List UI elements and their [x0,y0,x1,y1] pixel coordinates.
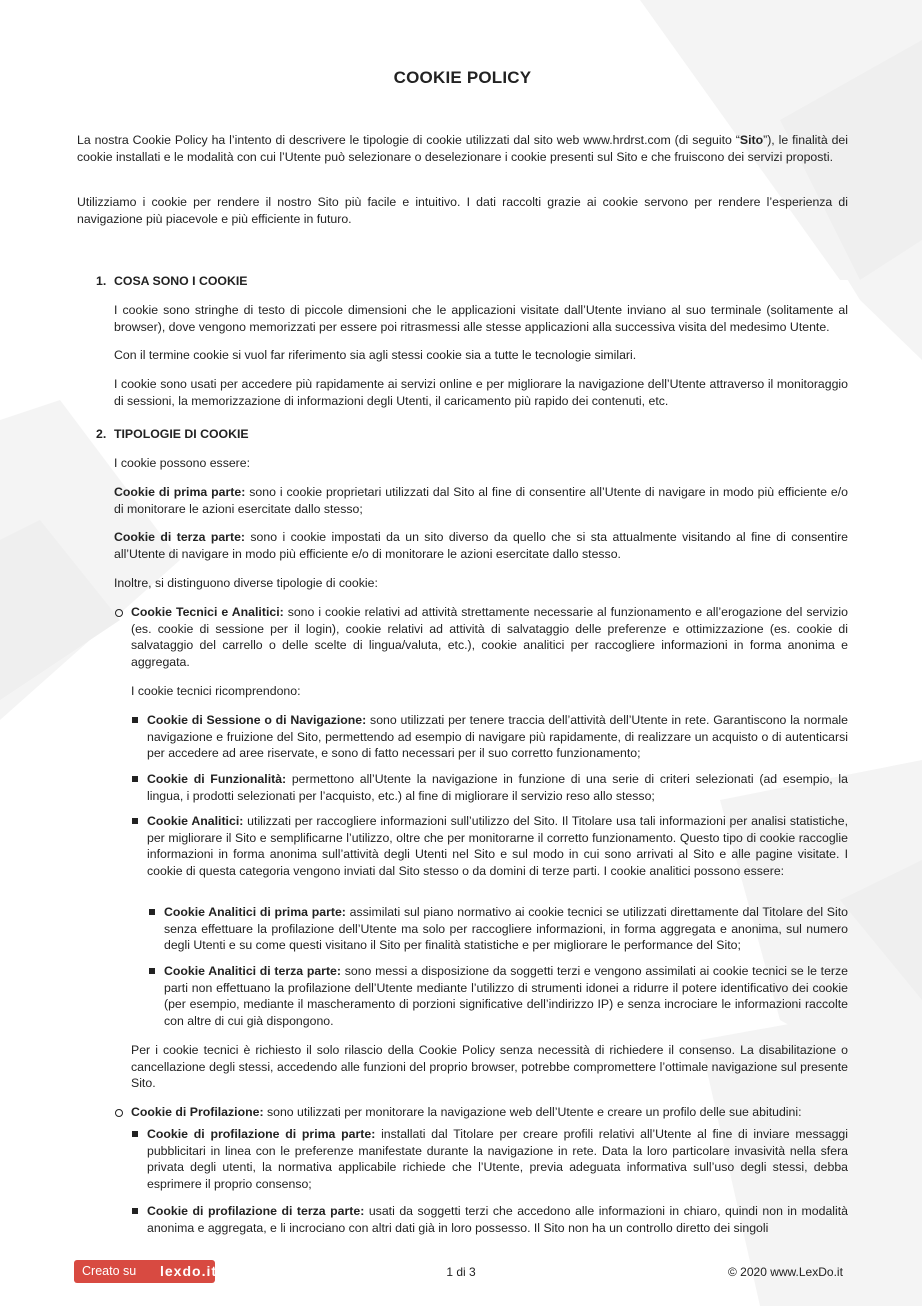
bullet-square-icon [132,776,138,782]
bullet-square-icon [132,1131,138,1137]
badge-prefix: Creato su [82,1264,137,1278]
section1-paragraph-2: Con il termine cookie si vuol far riferimento sia agli stessi cookie sia a tutte le tecnologie similari. [114,348,637,362]
third-party-analytic-cookies: Cookie Analitici di terza parte: sono messi a disposizione da soggetti terzi e vengono assimilati ai cookie tecnici se le terze parti non effettuano la profilazione dell’Utente mediante l’utilizzo di strumenti idonei a ridurre il potere identificativo dei cookie (per esempio, mediante il mascheramento di porzioni significative dell’indirizzo IP) e senza incrociare le informazioni raccolte con altre di cui già dispongono. [164,964,848,1028]
bullet-circle-icon [115,1109,123,1117]
bullet-square-icon [132,1208,138,1214]
session-cookies: Cookie di Sessione o di Navigazione: sono utilizzati per tenere traccia dell’attività dell’Utente in rete. Garantiscono la normale navigazione e fruizione del Sito, permettendo ad esempio di navigare più rapidamente, di realizzare un acquisto o di autenticarsi per accedere ad aree riservate, e sono di fatto necessari per il suo corretto funzionamento; [147,713,849,761]
technical-cookies-include: I cookie tecnici ricomprendono: [131,684,301,698]
third-party-profiling-cookies: Cookie di profilazione di terza parte: usati da soggetti terzi che accedono alle informazioni in chiaro, quindi non in modalità anonima e aggregata, e li incrociano con altri dati già in loro possesso. Il Sito non ha un controllo diretto dei singoli [147,1204,848,1235]
intro-paragraph-1: La nostra Cookie Policy ha l’intento di descrivere le tipologie di cookie utilizzati dal sito web www.hrdrst.com (di seguito “Sito”), le finalità dei cookie installati e le modalità con cui l’Utente può selezionare o deselezionare i cookie presenti sul Sito e che fruiscono dei servizi proposti. [77,133,848,164]
page-title: COOKIE POLICY [393,68,532,87]
badge-brand: lexdo.it [160,1263,218,1279]
technical-cookies-consent: Per i cookie tecnici è richiesto il solo rilascio della Cookie Policy senza necessità di richiedere il consenso. La disabilitazione o cancellazione degli stessi, accedendo alle funzioni del proprio browser, potrebbe compromettere l’ottimale navigazione sul presente Sito. [131,1043,848,1091]
third-party-cookies: Cookie di terza parte: sono i cookie impostati da un sito diverso da quello che si sta attualmente visitando al fine di consentire all’Utente di navigare in modo più efficiente e/o di monitorare le azioni esercitate dallo stesso. [114,530,848,561]
functionality-cookies: Cookie di Funzionalità: permettono all’Utente la navigazione in funzione di una serie di criteri selezionati (ad esempio, la lingua, i prodotti selezionati per l’acquisto, etc.) al fine di migliorare il servizio reso allo stesso; [147,772,848,803]
first-party-profiling-cookies: Cookie di profilazione di prima parte: installati dal Titolare per creare profili relativi all’Utente al fine di inviare messaggi pubblicitari in linea con le preferenze manifestate durante la navigazione in rete. Data la loro particolare invasività nella sfera privata degli utenti, la normativa applicabile richiede che l’Utente, previa adeguata informativa sull’uso degli stessi, debba esprimere il proprio consenso; [147,1127,848,1191]
section1-paragraph-3: I cookie sono usati per accedere più rapidamente ai servizi online e per migliorare la navigazione dell’Utente attraverso il monitoraggio di sessioni, la memorizzazione di informazioni degli Utenti, il caricamento più rapido dei contenuti, etc. [114,377,848,408]
bullet-square-icon [149,968,155,974]
bullet-square-icon [149,909,155,915]
intro-paragraph-2: Utilizziamo i cookie per rendere il nostro Sito più facile e intuitivo. I dati raccolti grazie ai cookie servono per rendere l’esperienza di navigazione più piacevole e più efficiente in futuro. [77,195,848,226]
copyright[interactable]: © 2020 www.LexDo.it [728,1265,843,1279]
cookie-types-intro: Inoltre, si distinguono diverse tipologie di cookie: [114,576,378,590]
section2-intro: I cookie possono essere: [114,456,251,470]
analytic-cookies: Cookie Analitici: utilizzati per raccogliere informazioni sull’utilizzo del Sito. Il Titolare usa tali informazioni per analisi statistiche, per migliorare il Sito e semplificarne l’utilizzo, oltre che per monitorarne il corretto funzionamento. Questo tipo di cookie raccoglie informazioni in forma anonima sull’attività degli Utenti nel Sito e sul modo in cui sono arrivati al Sito e alle pagine visitate. I cookie di questa categoria vengono inviati dal Sito stesso o da domini di terze parti. I cookie analitici possono essere: [147,814,848,878]
page-number: 1 di 3 [446,1265,476,1279]
profiling-cookies: Cookie di Profilazione: sono utilizzati per monitorare la navigazione web dell’Utente e creare un profilo delle sue abitudini: [131,1105,802,1119]
bullet-square-icon [132,717,138,723]
first-party-cookies: Cookie di prima parte: sono i cookie proprietari utilizzati dal Sito al fine di consentire all’Utente di navigare in modo più efficiente e/o di monitorare le azioni esercitate dallo stesso; [114,485,849,516]
first-party-analytic-cookies: Cookie Analitici di prima parte: assimilati sul piano normativo ai cookie tecnici se utilizzati direttamente dal Titolare del Sito senza effettuare la profilazione dell’Utente ma solo per raccogliere informazioni, in forma aggregata e anonima, sul numero degli Utenti e su come questi visitano il Sito per finalità statistiche e per migliorare le performance del Sito; [164,905,848,953]
section1-paragraph-1: I cookie sono stringhe di testo di piccole dimensioni che le applicazioni visitate dall’Utente inviano al suo terminale (solitamente al browser), dove vengono memorizzati per essere poi ritrasmessi alle stesse applicazioni alla successiva visita del medesimo Utente. [114,303,848,334]
bullet-square-icon [132,818,138,824]
bullet-circle-icon [115,609,123,617]
technical-analytic-cookies: Cookie Tecnici e Analitici: sono i cookie relativi ad attività strettamente necessarie al funzionamento e all’erogazione del servizio (es. cookie di sessione per il login), cookie relativi ad attività di salvataggio delle preferenze e ottimizzazione (es. cookie di salvataggio del carrello o delle scelte di lingua/valuta, etc.), cookie analitici per raccogliere informazioni in forma anonima e aggregata. [131,605,848,669]
